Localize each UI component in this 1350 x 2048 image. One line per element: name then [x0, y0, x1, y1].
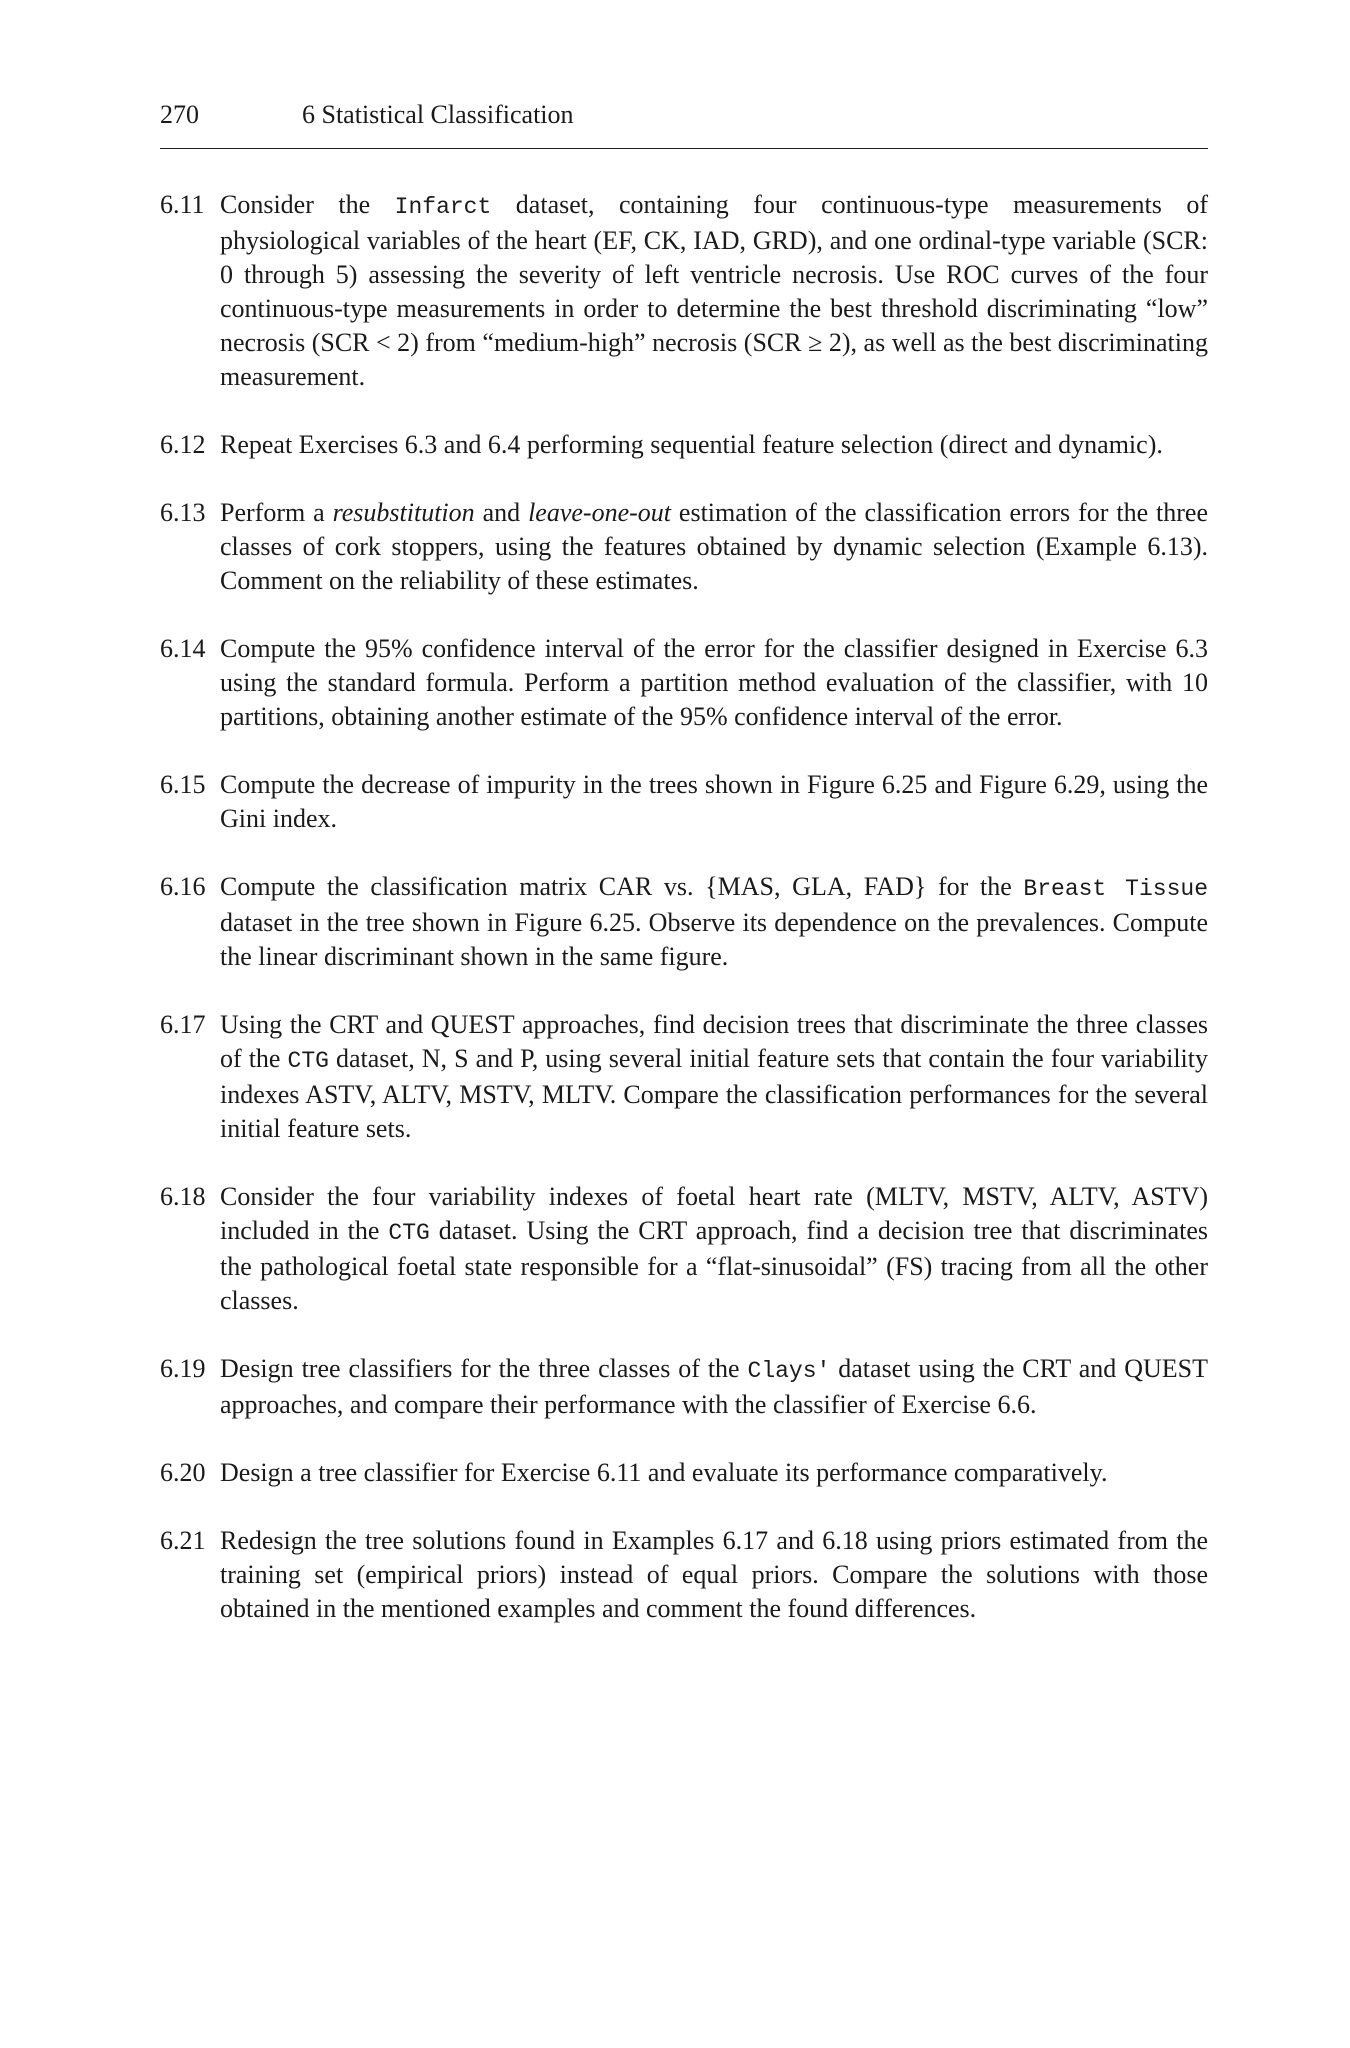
exercise-text — [220, 1352, 1208, 1422]
text-segment: Design a tree classifier for Exercise 6.11 and evaluate its performance comparatively. — [220, 1458, 1108, 1487]
exercise-item — [160, 768, 1208, 836]
text-segment: estimation of the classification errors for the three classes of cork stoppers, using the features obtained by dynamic selection (Example 6.13). Comment on the reliability of these estimates. — [220, 498, 1208, 595]
text-segment: Compute the classification matrix CAR vs. {MAS, GLA, FAD} for the — [220, 872, 1024, 901]
exercise-number: 6.11 — [160, 190, 205, 219]
exercise-text — [220, 1456, 1208, 1490]
text-segment: dataset, containing four continuous-type measurements of physiological variables of the heart (EF, CK, IAD, GRD), and one ordinal-type variable (SCR: 0 through 5) assessing the severity of left ventricle necrosis. Use ROC curves of the four continuous-type measurements in order to determine the best threshold discriminating “low” necrosis (SCR < 2) from “medium-high” necrosis (SCR ≥ 2), as well as the best discriminating measurement. — [220, 190, 1208, 391]
exercise-item — [160, 1008, 1208, 1146]
exercise-text — [220, 768, 1208, 836]
exercise-number: 6.17 — [160, 1010, 206, 1039]
text-segment: dataset, N, S and P, using several initial feature sets that contain the four variability indexes ASTV, ALTV, MSTV, MLTV. Compare the classification performances for the several initial feature sets. — [220, 1044, 1208, 1143]
exercise-number: 6.14 — [160, 634, 206, 663]
dataset-name: Infarct — [394, 194, 492, 220]
exercise-item — [160, 496, 1208, 598]
exercise-number: 6.13 — [160, 498, 206, 527]
exercise-text — [220, 1524, 1208, 1626]
chapter-title: 6 Statistical Classification — [302, 100, 574, 129]
exercise-text — [220, 632, 1208, 734]
text-segment: Redesign the tree solutions found in Examples 6.17 and 6.18 using priors estimated from the training set (empirical priors) instead of equal priors. Compare the solutions with those obtained in the mentioned examples and comment the found differences. — [220, 1526, 1208, 1623]
exercise-item — [160, 1456, 1208, 1490]
exercise-text — [220, 428, 1208, 462]
exercise-number: 6.18 — [160, 1182, 206, 1211]
exercise-item — [160, 632, 1208, 734]
dataset-name: CTG — [388, 1220, 430, 1246]
text-segment: Compute the decrease of impurity in the trees shown in Figure 6.25 and Figure 6.29, using the Gini index. — [220, 770, 1208, 833]
text-segment: dataset in the tree shown in Figure 6.25. Observe its dependence on the prevalences. Compute the linear discriminant shown in the same figure. — [220, 908, 1208, 971]
emphasis-text: resubstitution — [332, 498, 475, 527]
text-segment: Consider the four variability indexes of foetal heart rate (MLTV, MSTV, ALTV, ASTV) included in the — [220, 1182, 1208, 1245]
text-segment: Design tree classifiers for the three classes of the — [220, 1354, 748, 1383]
emphasis-text: leave-one-out — [528, 498, 671, 527]
exercise-item — [160, 428, 1208, 462]
text-segment: dataset. Using the CRT approach, find a decision tree that discriminates the pathological foetal state responsible for a “flat-sinusoidal” (FS) tracing from all the other classes. — [220, 1216, 1209, 1315]
exercise-number: 6.15 — [160, 770, 206, 799]
exercise-text — [220, 870, 1208, 974]
page-number: 270 — [160, 100, 199, 129]
exercise-list — [160, 188, 1208, 1626]
page-header — [160, 100, 1208, 149]
exercise-number: 6.21 — [160, 1526, 206, 1555]
exercise-number: 6.20 — [160, 1458, 206, 1487]
dataset-name: Clays' — [747, 1358, 831, 1384]
exercise-text — [220, 188, 1208, 394]
text-segment: dataset using the CRT and QUEST approaches, and compare their performance with the classifier of Exercise 6.6. — [220, 1354, 1208, 1419]
exercise-number: 6.12 — [160, 430, 206, 459]
text-segment: Repeat Exercises 6.3 and 6.4 performing sequential feature selection (direct and dynamic). — [220, 430, 1163, 459]
exercise-item — [160, 870, 1208, 974]
text-segment: Consider the — [220, 190, 395, 219]
text-segment: and — [474, 498, 529, 527]
exercise-item — [160, 188, 1208, 394]
text-segment: Compute the 95% confidence interval of the error for the classifier designed in Exercise 6.3 using the standard formula. Perform a partition method evaluation of the classifier, with 10 partitions, obtaining another estimate of the 95% confidence interval of the error. — [220, 634, 1208, 731]
exercise-text — [220, 1180, 1208, 1318]
text-segment: Using the CRT and QUEST approaches, find decision trees that discriminate the three classes of the — [220, 1010, 1208, 1073]
exercise-item — [160, 1352, 1208, 1422]
exercise-number: 6.16 — [160, 872, 206, 901]
dataset-name: Breast Tissue — [1023, 876, 1208, 902]
exercise-text — [220, 496, 1208, 598]
dataset-name: CTG — [287, 1048, 329, 1074]
exercise-text — [220, 1008, 1208, 1146]
exercise-number: 6.19 — [160, 1354, 206, 1383]
exercise-item — [160, 1524, 1208, 1626]
text-segment: Perform a — [220, 498, 333, 527]
exercise-item — [160, 1180, 1208, 1318]
